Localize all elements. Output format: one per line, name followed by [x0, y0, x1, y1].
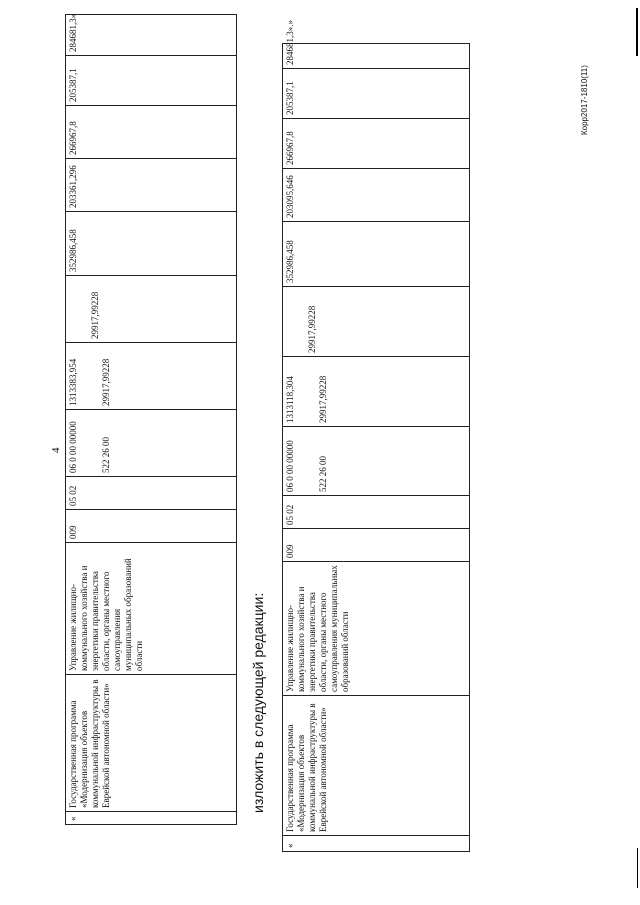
old-2019-cell: 205387,1 — [66, 56, 237, 106]
old-executor-cell: Управление жилищно-коммунального хозяйства и энергетики правительства области, органы местного самоуправления муниципальных образований области — [66, 543, 237, 675]
old-2020-cell: 284681,3» — [66, 15, 237, 56]
new-2017-cell: 203095,646 — [283, 169, 470, 222]
new-csr-cell — [283, 427, 470, 496]
old-csr-cell — [66, 410, 237, 477]
new-2020-cell: 284681,3».» — [283, 44, 470, 69]
new-total-cell — [283, 357, 470, 427]
old-2018-cell: 266967,8 — [66, 106, 237, 159]
new-csr-code: 06 0 00 00000 — [285, 440, 295, 492]
old-row-table — [65, 14, 237, 825]
section-heading: изложить в следующей редакции: — [250, 592, 266, 813]
document-code: Корр2017-1810(11) — [580, 65, 589, 135]
old-total-cell — [66, 343, 237, 410]
scan-edge-top — [636, 8, 638, 56]
scan-edge-bottom — [637, 848, 638, 888]
old-csr-code: 06 0 00 00000 — [68, 421, 78, 473]
new-2019-cell: 205387,1 — [283, 69, 470, 119]
new-total-value: 1313118,304 — [285, 376, 295, 423]
old-quote-cell: « — [66, 812, 237, 825]
new-2015-cell — [283, 287, 470, 357]
old-total-value: 1313383,954 — [68, 358, 78, 406]
old-2017-cell: 203361,296 — [66, 159, 237, 212]
new-row-table — [282, 20, 470, 852]
new-total-subvalue: 29917,99228 — [318, 375, 328, 423]
new-quote-cell: « — [283, 836, 470, 852]
new-2015-value: 29917,99228 — [307, 305, 317, 353]
old-rzpr-cell: 05 02 — [66, 477, 237, 510]
old-program-cell: Государственная программа «Модернизация объектов коммунальной инфраструктуры в Еврейской автономной области» — [66, 675, 237, 812]
new-grbs-cell: 009 — [283, 529, 470, 562]
new-program-cell: Государственная программа «Модернизация объектов коммунальной инфраструктуры в Еврейской автономной области» — [283, 696, 470, 836]
new-2018-cell: 266967,8 — [283, 119, 470, 169]
old-2016-cell: 352986,458 — [66, 212, 237, 276]
page-number: 4 — [50, 447, 62, 453]
new-rzpr-cell: 05 02 — [283, 496, 470, 529]
new-executor-cell: Управление жилищно-коммунального хозяйства и энергетики правительства области, органы местного самоуправления муниципальных образований области — [283, 562, 470, 696]
old-total-subvalue: 29917,99228 — [101, 358, 111, 406]
old-2015-cell — [66, 276, 237, 343]
old-2015-value: 29917,99228 — [90, 291, 100, 339]
old-csr-subcode: 522 26 00 — [101, 437, 111, 473]
old-grbs-cell: 009 — [66, 510, 237, 543]
new-csr-subcode: 522 26 00 — [318, 456, 328, 492]
new-2016-cell: 352986,458 — [283, 222, 470, 287]
